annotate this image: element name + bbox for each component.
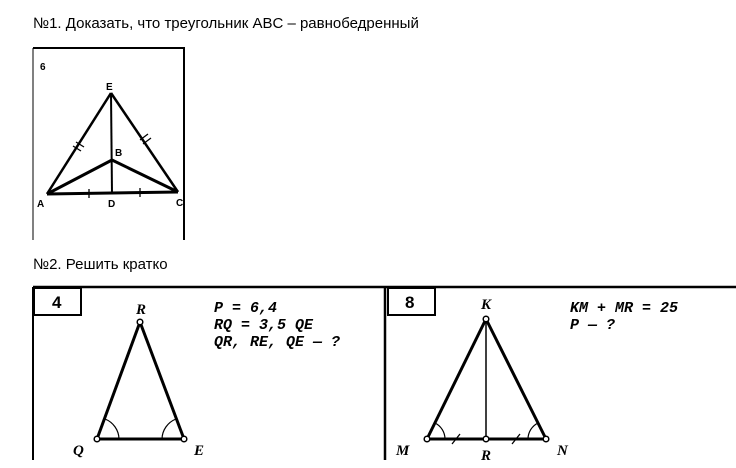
given-line-2: P — ? (570, 317, 616, 334)
point-label-C: C (176, 198, 184, 209)
angle-arc-Q (105, 419, 119, 439)
vertex-M (424, 436, 430, 442)
vertex-N (543, 436, 549, 442)
vertex-E (181, 436, 187, 442)
point-label-N: N (557, 443, 568, 459)
point-label-E: E (194, 443, 205, 459)
angle-arc-E (162, 419, 176, 439)
angle-arc-N (528, 423, 538, 439)
vertex-Q (94, 436, 100, 442)
point-label-D: D (108, 199, 116, 210)
task2-heading: №2. Решить кратко (33, 256, 168, 273)
given-line-2: RQ = 3,5 QE (214, 317, 314, 334)
vertex-R (483, 436, 489, 442)
tick-marks-EC (140, 134, 151, 144)
panel-4 (33, 287, 385, 460)
point-label-Q: Q (73, 443, 84, 459)
task1-heading: №1. Доказать, что треугольник ABC – равнобедренный (33, 15, 419, 32)
segment-RE (140, 322, 184, 439)
point-label-R: R (136, 302, 147, 318)
panel-8 (385, 287, 736, 464)
segment-ED (111, 93, 112, 194)
panel-4-number: 4 (52, 293, 62, 312)
point-label-M: M (396, 443, 410, 459)
segment-QR (97, 322, 140, 439)
point-label-E: E (106, 82, 113, 93)
panel-8-number: 8 (405, 293, 415, 312)
segment-KN (486, 319, 546, 439)
given-line-1: P = 6,4 (214, 300, 278, 317)
point-label-A: A (37, 199, 45, 210)
point-label-B: B (115, 148, 123, 159)
point-label-K: K (481, 297, 492, 313)
figure-6-number: 6 (40, 62, 46, 73)
vertex-K (483, 316, 489, 322)
point-label-R: R (481, 448, 492, 464)
vertex-R (137, 319, 143, 325)
given-line-1: KM + MR = 25 (570, 300, 679, 317)
angle-arc-M (435, 423, 445, 439)
figure-6 (33, 48, 185, 240)
given-line-3: QR, RE, QE — ? (214, 334, 341, 351)
segment-MK (427, 319, 486, 439)
